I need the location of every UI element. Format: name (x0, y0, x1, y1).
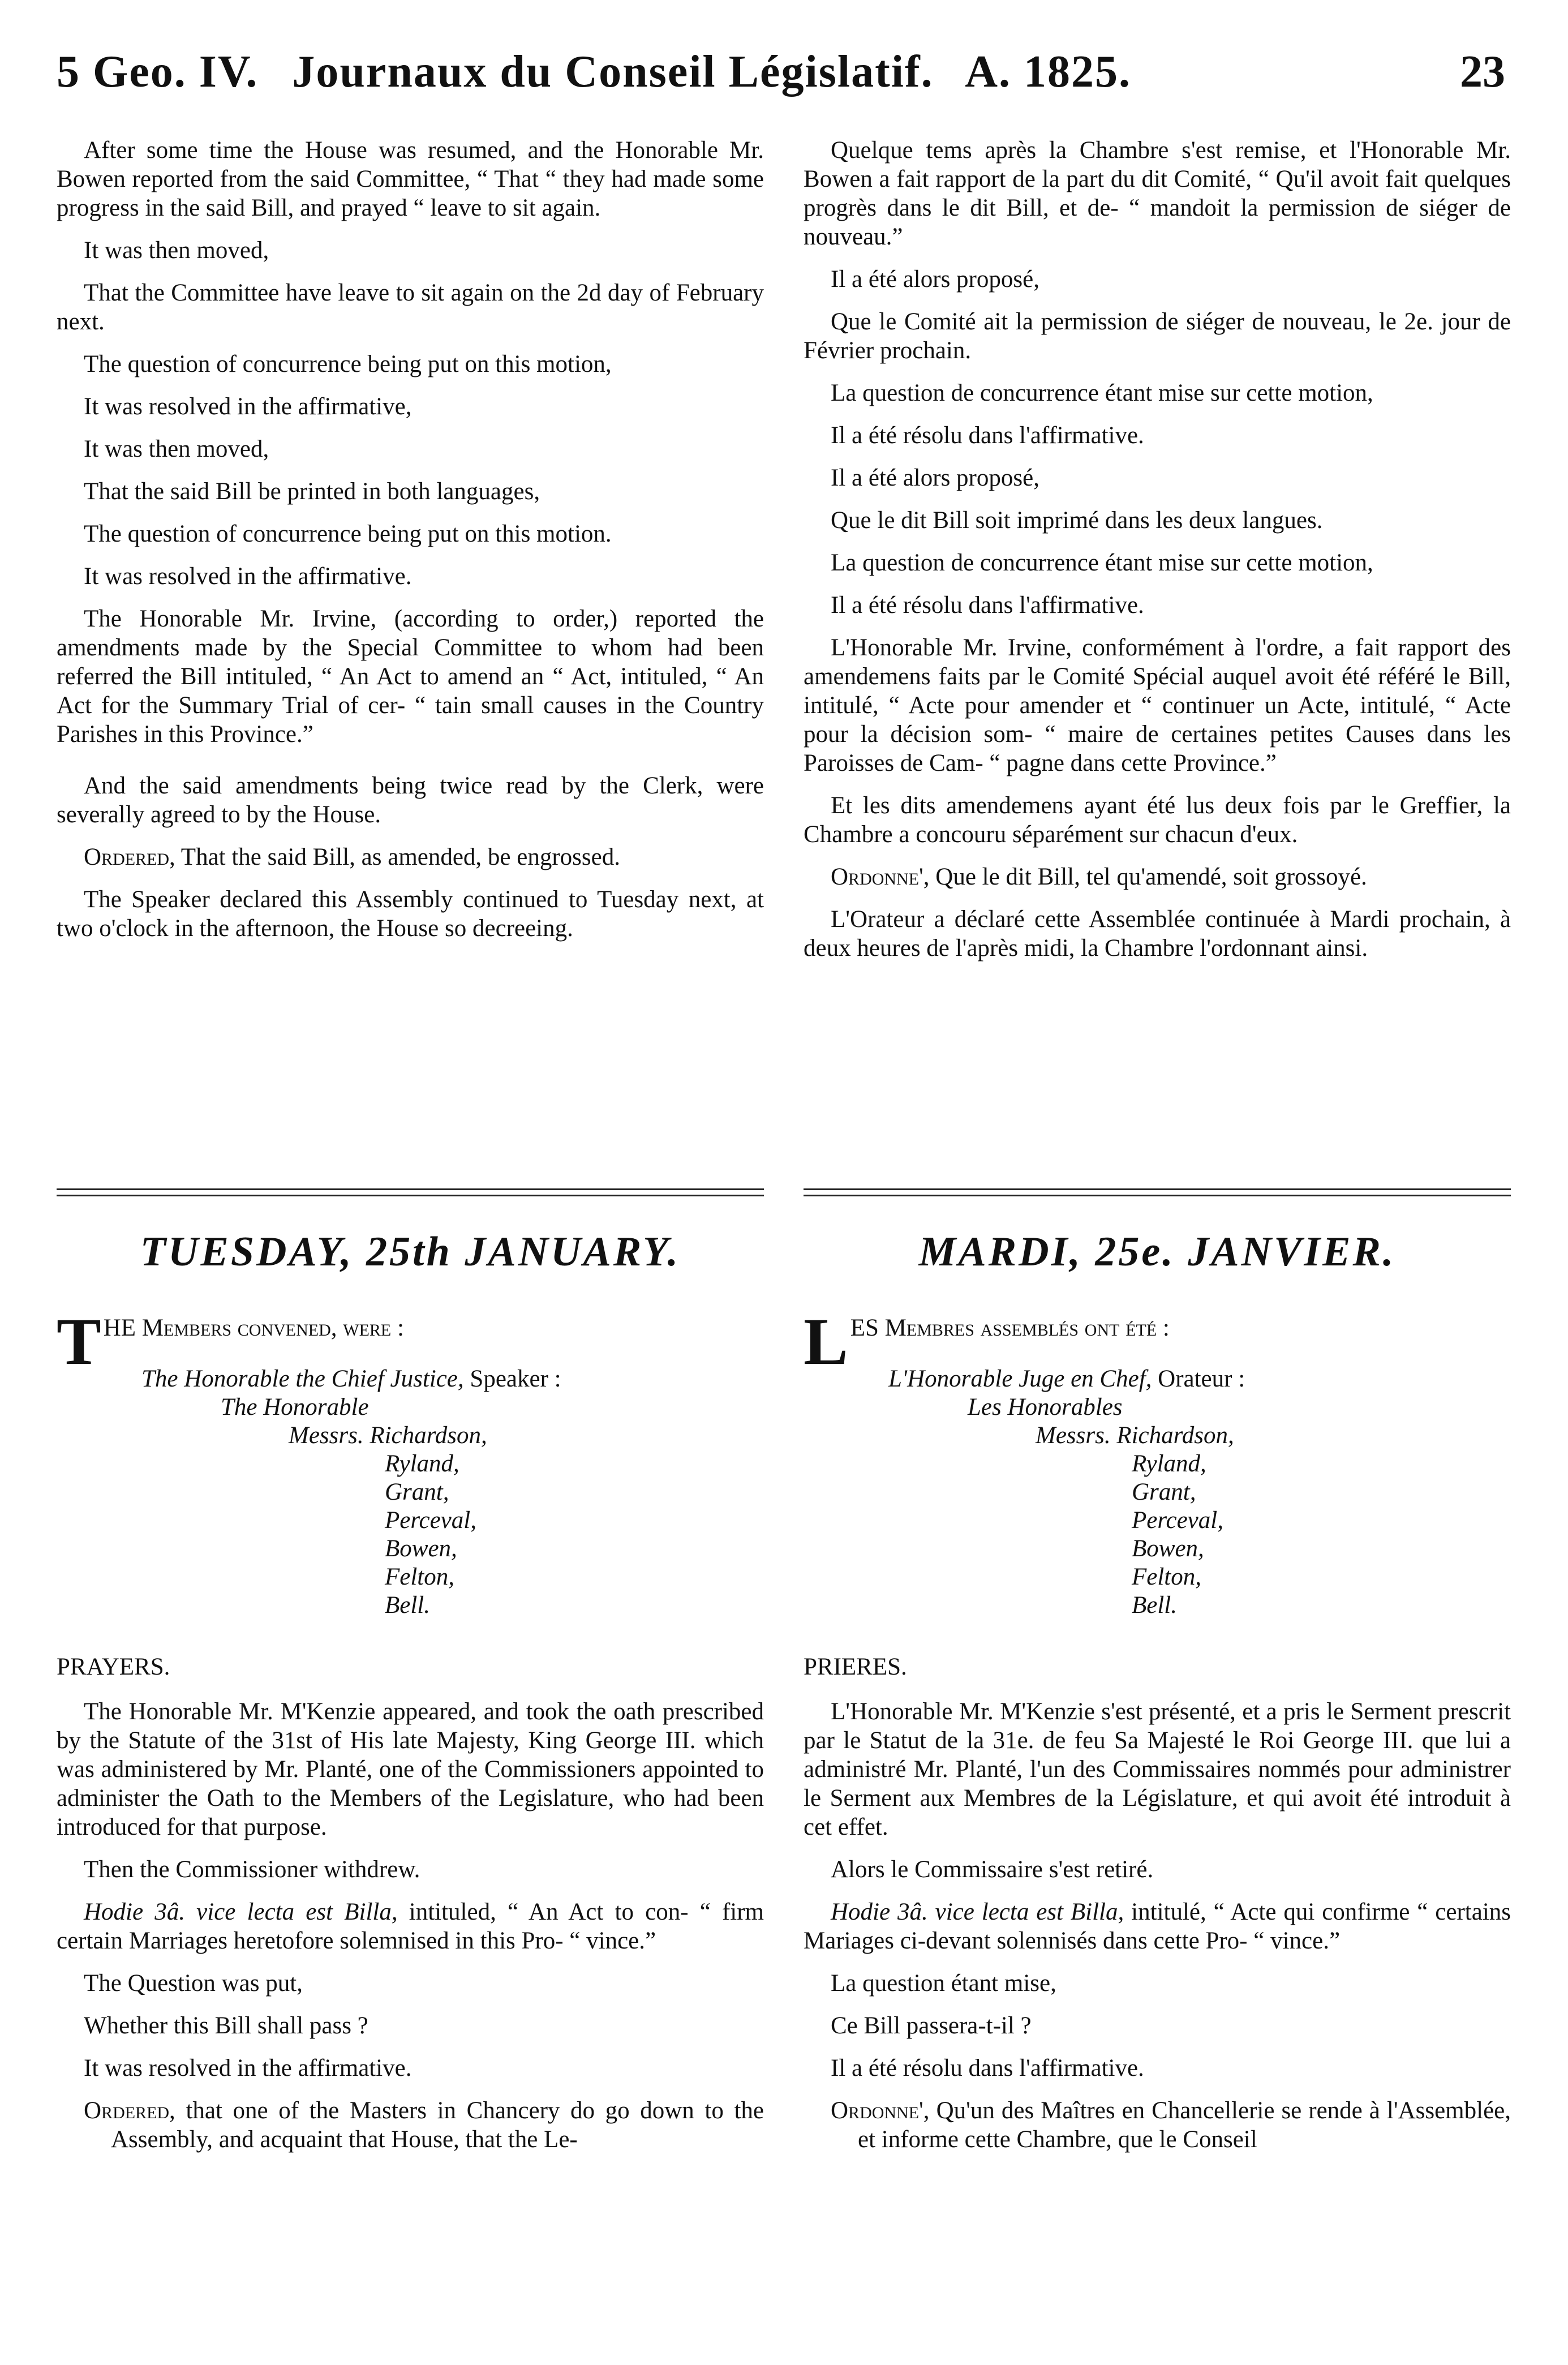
paragraph (57, 1898, 764, 1955)
honorable-label: Les Honorables (968, 1394, 1123, 1420)
member-name: Richardson, (1116, 1422, 1234, 1449)
paragraph: La question étant mise, (831, 1970, 1056, 1997)
member-name: Bell. (1132, 1592, 1177, 1619)
member-name: Richardson, (370, 1422, 487, 1449)
paragraph: Il a été alors proposé, (831, 266, 1039, 293)
members-list-english (57, 1302, 764, 1620)
messrs-label: Messrs. (1036, 1422, 1111, 1449)
speaker-name: L'Honorable Juge en Chef, (888, 1366, 1152, 1392)
convened-text: ES Membres assemblés ont été : (850, 1315, 1170, 1341)
paragraph: Et les dits amendemens ayant été lus deux fois par le Greffier, la Chambre a concouru séparément sur chacun d'eux. (804, 792, 1511, 848)
speaker-role: Orateur : (1158, 1366, 1245, 1392)
paragraph: Que le dit Bill soit imprimé dans les deux langues. (831, 507, 1323, 534)
french-column-top (804, 136, 1511, 976)
member-name: Grant, (385, 1479, 449, 1505)
french-column-bottom (804, 1653, 1511, 2167)
paragraph: The Honorable Mr. M'Kenzie appeared, and took the oath prescribed by the Statute of the 31st of His late Majesty, King George III. which was administered by Mr. Planté, one of the Commissioners appointed to administer the Oath to the Members of the Legislature, who had been introduced for that purpose. (57, 1698, 764, 1840)
member-name: Bell. (385, 1592, 430, 1619)
paragraph: L'Orateur a déclaré cette Assemblée continuée à Mardi prochain, à deux heures de l'après midi, la Chambre l'ordonnant ainsi. (804, 906, 1511, 962)
member-name: Bowen, (385, 1535, 457, 1562)
speaker-name: The Honorable the Chief Justice, (141, 1366, 464, 1392)
section-divider (804, 1188, 1511, 1196)
speaker-role: Speaker : (470, 1366, 561, 1392)
paragraph: La question de concurrence étant mise sur cette motion, (831, 550, 1373, 576)
messrs-label: Messrs. (289, 1422, 364, 1449)
member-name: Perceval, (1132, 1507, 1223, 1534)
english-column-top (57, 136, 764, 956)
paragraph: Il a été alors proposé, (831, 465, 1039, 491)
member-name: Bowen, (1132, 1535, 1204, 1562)
paragraph: The question of concurrence being put on this motion. (84, 521, 612, 547)
drop-cap: T (57, 1304, 101, 1379)
regnal-year: 5 Geo. IV. (57, 47, 259, 97)
paragraph: Il a été résolu dans l'affirmative. (831, 592, 1144, 619)
paragraph: It was resolved in the affirmative. (84, 2055, 412, 2081)
member-names (289, 1422, 764, 1620)
paragraph: L'Honorable Mr. M'Kenzie s'est présenté, et a pris le Serment prescrit par le Statut de la 31e. de feu Sa Majesté le Roi George III. que lui a administré Mr. Planté, l'un des Commissaires nommés pour administrer le Serment aux Membres de la Législature, et qui avoit été introduit à cet effet. (804, 1698, 1511, 1840)
hodie-text: intitulé, “ Acte qui confirme “ certains Mariages ci-devant solennisés dans cette Pro- “ vince.” (804, 1899, 1511, 1954)
member-name: Felton, (1132, 1564, 1201, 1590)
day-heading-french: MARDI, 25e. JANVIER. (918, 1229, 1396, 1275)
paragraph (804, 1898, 1511, 1955)
ordered-paragraph (57, 843, 764, 872)
member-name-row (1036, 1422, 1511, 1450)
speaker-line (888, 1365, 1511, 1393)
paragraph: The Speaker declared this Assembly continued to Tuesday next, at two o'clock in the afternoon, the House so decreeing. (57, 886, 764, 942)
paragraph: Que le Comité ait la permission de siéger de nouveau, le 2e. jour de Février prochain. (804, 308, 1511, 364)
member-name: Felton, (385, 1564, 454, 1590)
paragraph: After some time the House was resumed, and the Honorable Mr. Bowen reported from the said Committee, “ That “ they had made some progress in the said Bill, and prayed “ leave to sit again. (57, 137, 764, 221)
paragraph: That the Committee have leave to sit again on the 2d day of February next. (57, 280, 764, 335)
ordered-label: Ordered, (84, 844, 175, 870)
ordonne-paragraph (804, 862, 1511, 891)
day-heading-english: TUESDAY, 25th JANUARY. (140, 1229, 681, 1275)
ordonne-label: Ordonne', (831, 864, 930, 890)
paragraph: That the said Bill be printed in both languages, (84, 478, 540, 505)
members-list-french (804, 1302, 1511, 1620)
hodie-lead: Hodie 3â. vice lecta est Billa, (831, 1899, 1124, 1925)
ordered-label: Ordered, (84, 2097, 175, 2124)
paragraph: It was resolved in the affirmative. (84, 563, 412, 590)
paragraph: The question of concurrence being put on this motion, (84, 351, 612, 377)
paragraph: Alors le Commissaire s'est retiré. (831, 1856, 1154, 1883)
ordonne-paragraph (804, 2096, 1511, 2154)
paragraph: Il a été résolu dans l'affirmative. (831, 422, 1144, 449)
paragraph: Il a été résolu dans l'affirmative. (831, 2055, 1144, 2081)
member-names (1036, 1422, 1511, 1620)
journal-title: Journaux du Conseil Législatif. (292, 47, 934, 97)
prayers-heading: PRIERES. (804, 1654, 907, 1680)
hodie-lead: Hodie 3â. vice lecta est Billa, (84, 1899, 398, 1925)
paragraph: The Honorable Mr. Irvine, (according to order,) reported the amendments made by the Special Committee to whom had been referred the Bill intituled, “ An Act to amend an “ Act, intituled, “ An Act for the Summary Trial of cer- “ tain small causes in the Country Parishes in this Province.” (57, 606, 764, 748)
ordered-paragraph (57, 2096, 764, 2154)
paragraph: Quelque tems après la Chambre s'est remise, et l'Honorable Mr. Bowen a fait rapport de la part du dit Comité, “ Qu'il avoit fait quelques progrès dans le dit Bill, et de- “ mandoit la permission de siéger de nouveau.” (804, 137, 1511, 250)
ordonne-text: Que le dit Bill, tel qu'amendé, soit grossoyé. (935, 864, 1367, 890)
paragraph: Ce Bill passera-t-il ? (831, 2012, 1032, 2039)
prayers-heading: PRAYERS. (57, 1654, 170, 1680)
paragraph: It was resolved in the affirmative, (84, 393, 412, 420)
member-name-row (289, 1422, 764, 1450)
paragraph: And the said amendments being twice read by the Clerk, were severally agreed to by the House. (57, 772, 764, 828)
paragraph: It was then moved, (84, 436, 269, 462)
ordered-text: That the said Bill, as amended, be engrossed. (181, 844, 620, 870)
ordonne-label: Ordonne', (831, 2097, 930, 2124)
member-name: Perceval, (385, 1507, 476, 1534)
english-column-bottom (57, 1653, 764, 2167)
ordonne-text: Qu'un des Maîtres en Chancellerie se rende à l'Assemblée, et informe cette Chambre, que le Conseil (858, 2097, 1511, 2153)
section-divider (57, 1188, 764, 1196)
hodie-text: intituled, “ An Act to con- “ firm certain Marriages heretofore solemnised in this Pro- “ vince.” (57, 1899, 764, 1954)
paragraph: L'Honorable Mr. Irvine, conformément à l'ordre, a fait rapport des amendemens faits par le Comité Spécial auquel avoit été référé le Bill, intitulé, “ Acte pour amender et “ continuer un Acte, intitulé, “ Acte pour la décision som- “ maire de certaines petites Causes dans les Paroisses de Cam- “ pagne dans cette Province.” (804, 634, 1511, 776)
member-name: Ryland, (1132, 1450, 1206, 1477)
page-number: 23 (1460, 47, 1505, 97)
paragraph: The Question was put, (84, 1970, 303, 1997)
paragraph: Whether this Bill shall pass ? (84, 2012, 368, 2039)
ordered-text: that one of the Masters in Chancery do go down to the Assembly, and acquaint that House, that the Le- (111, 2097, 764, 2153)
running-head-title (57, 46, 1153, 98)
paragraph: It was then moved, (84, 237, 269, 264)
drop-cap: L (804, 1304, 848, 1379)
member-name: Grant, (1132, 1479, 1196, 1505)
convened-text: HE Members convened, were : (103, 1315, 404, 1341)
speaker-line (141, 1365, 764, 1393)
member-name: Ryland, (385, 1450, 459, 1477)
paragraph: Then the Commissioner withdrew. (84, 1856, 420, 1883)
paragraph: La question de concurrence étant mise sur cette motion, (831, 380, 1373, 406)
honorable-label: The Honorable (221, 1394, 369, 1420)
calendar-year: A. 1825. (965, 47, 1131, 97)
running-head (57, 46, 1505, 109)
